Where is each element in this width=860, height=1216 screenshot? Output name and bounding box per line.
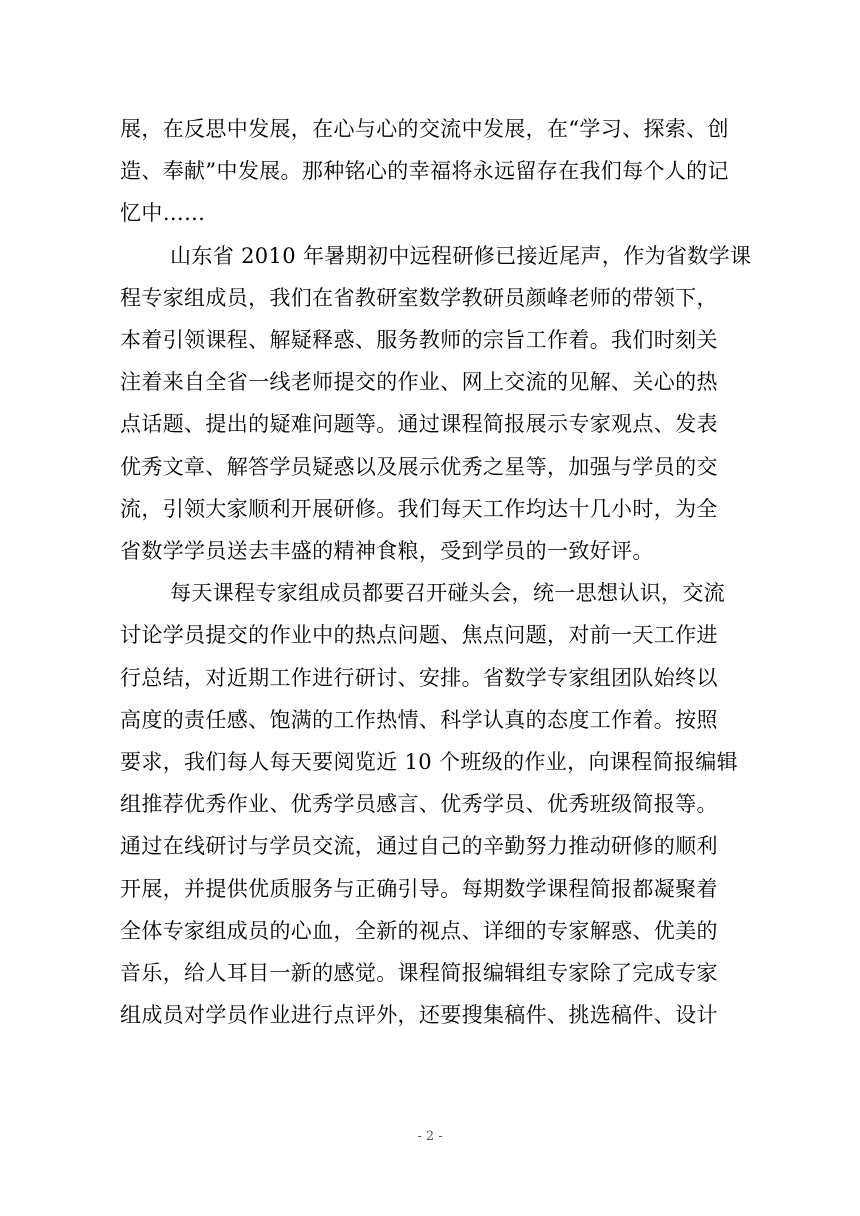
text-line: 省数学学员送去丰盛的精神食粮，受到学员的一致好评。	[120, 539, 654, 564]
text-line: 忆中……	[120, 201, 206, 226]
text-line: 点话题、提出的疑难问题等。通过课程简报展示专家观点、发表	[120, 412, 718, 437]
text-line: 讨论学员提交的作业中的热点问题、焦点问题，对前一天工作进	[120, 623, 718, 648]
text-line: 组成员对学员作业进行点评外，还要搜集稿件、挑选稿件、设计	[120, 1003, 718, 1028]
text-line: 流，引领大家顺利开展研修。我们每天工作均达十几小时，为全	[120, 496, 718, 521]
text-line: 全体专家组成员的心血，全新的视点、详细的专家解惑、优美的	[120, 918, 718, 943]
text-line: 优秀文章、解答学员疑惑以及展示优秀之星等，加强与学员的交	[120, 454, 718, 479]
text-line: 造、奉献”中发展。那种铭心的幸福将永远留存在我们每个人的记	[120, 159, 729, 184]
paragraph-start-line: 山东省 2010 年暑期初中远程研修已接近尾声，作为省数学课	[170, 243, 752, 268]
text-line: 通过在线研讨与学员交流，通过自己的辛勤努力推动研修的顺利	[120, 834, 718, 859]
text-line: 组推荐优秀作业、优秀学员感言、优秀学员、优秀班级简报等。	[120, 792, 718, 817]
page-number: - 2 -	[417, 1129, 443, 1144]
text-line: 注着来自全省一线老师提交的作业、网上交流的见解、关心的热	[120, 370, 718, 395]
text-line: 本着引领课程、解疑释惑、服务教师的宗旨工作着。我们时刻关	[120, 328, 718, 353]
body-text	[120, 108, 752, 1036]
text-line: 音乐，给人耳目一新的感觉。课程简报编辑组专家除了完成专家	[120, 961, 718, 986]
paragraph-start-line: 每天课程专家组成员都要召开碰头会，统一思想认识，交流	[170, 581, 726, 606]
text-line: 开展，并提供优质服务与正确引导。每期数学课程简报都凝聚着	[120, 876, 718, 901]
text-line: 要求，我们每人每天要阅览近 10 个班级的作业，向课程简报编辑	[120, 750, 738, 775]
text-line: 行总结，对近期工作进行研讨、安排。省数学专家组团队始终以	[120, 665, 718, 690]
text-line: 程专家组成员，我们在省教研室数学教研员颜峰老师的带领下，	[120, 285, 718, 310]
text-line: 展，在反思中发展，在心与心的交流中发展，在“学习、探索、创	[120, 117, 729, 141]
text-line: 高度的责任感、饱满的工作热情、科学认真的态度工作着。按照	[120, 707, 718, 732]
